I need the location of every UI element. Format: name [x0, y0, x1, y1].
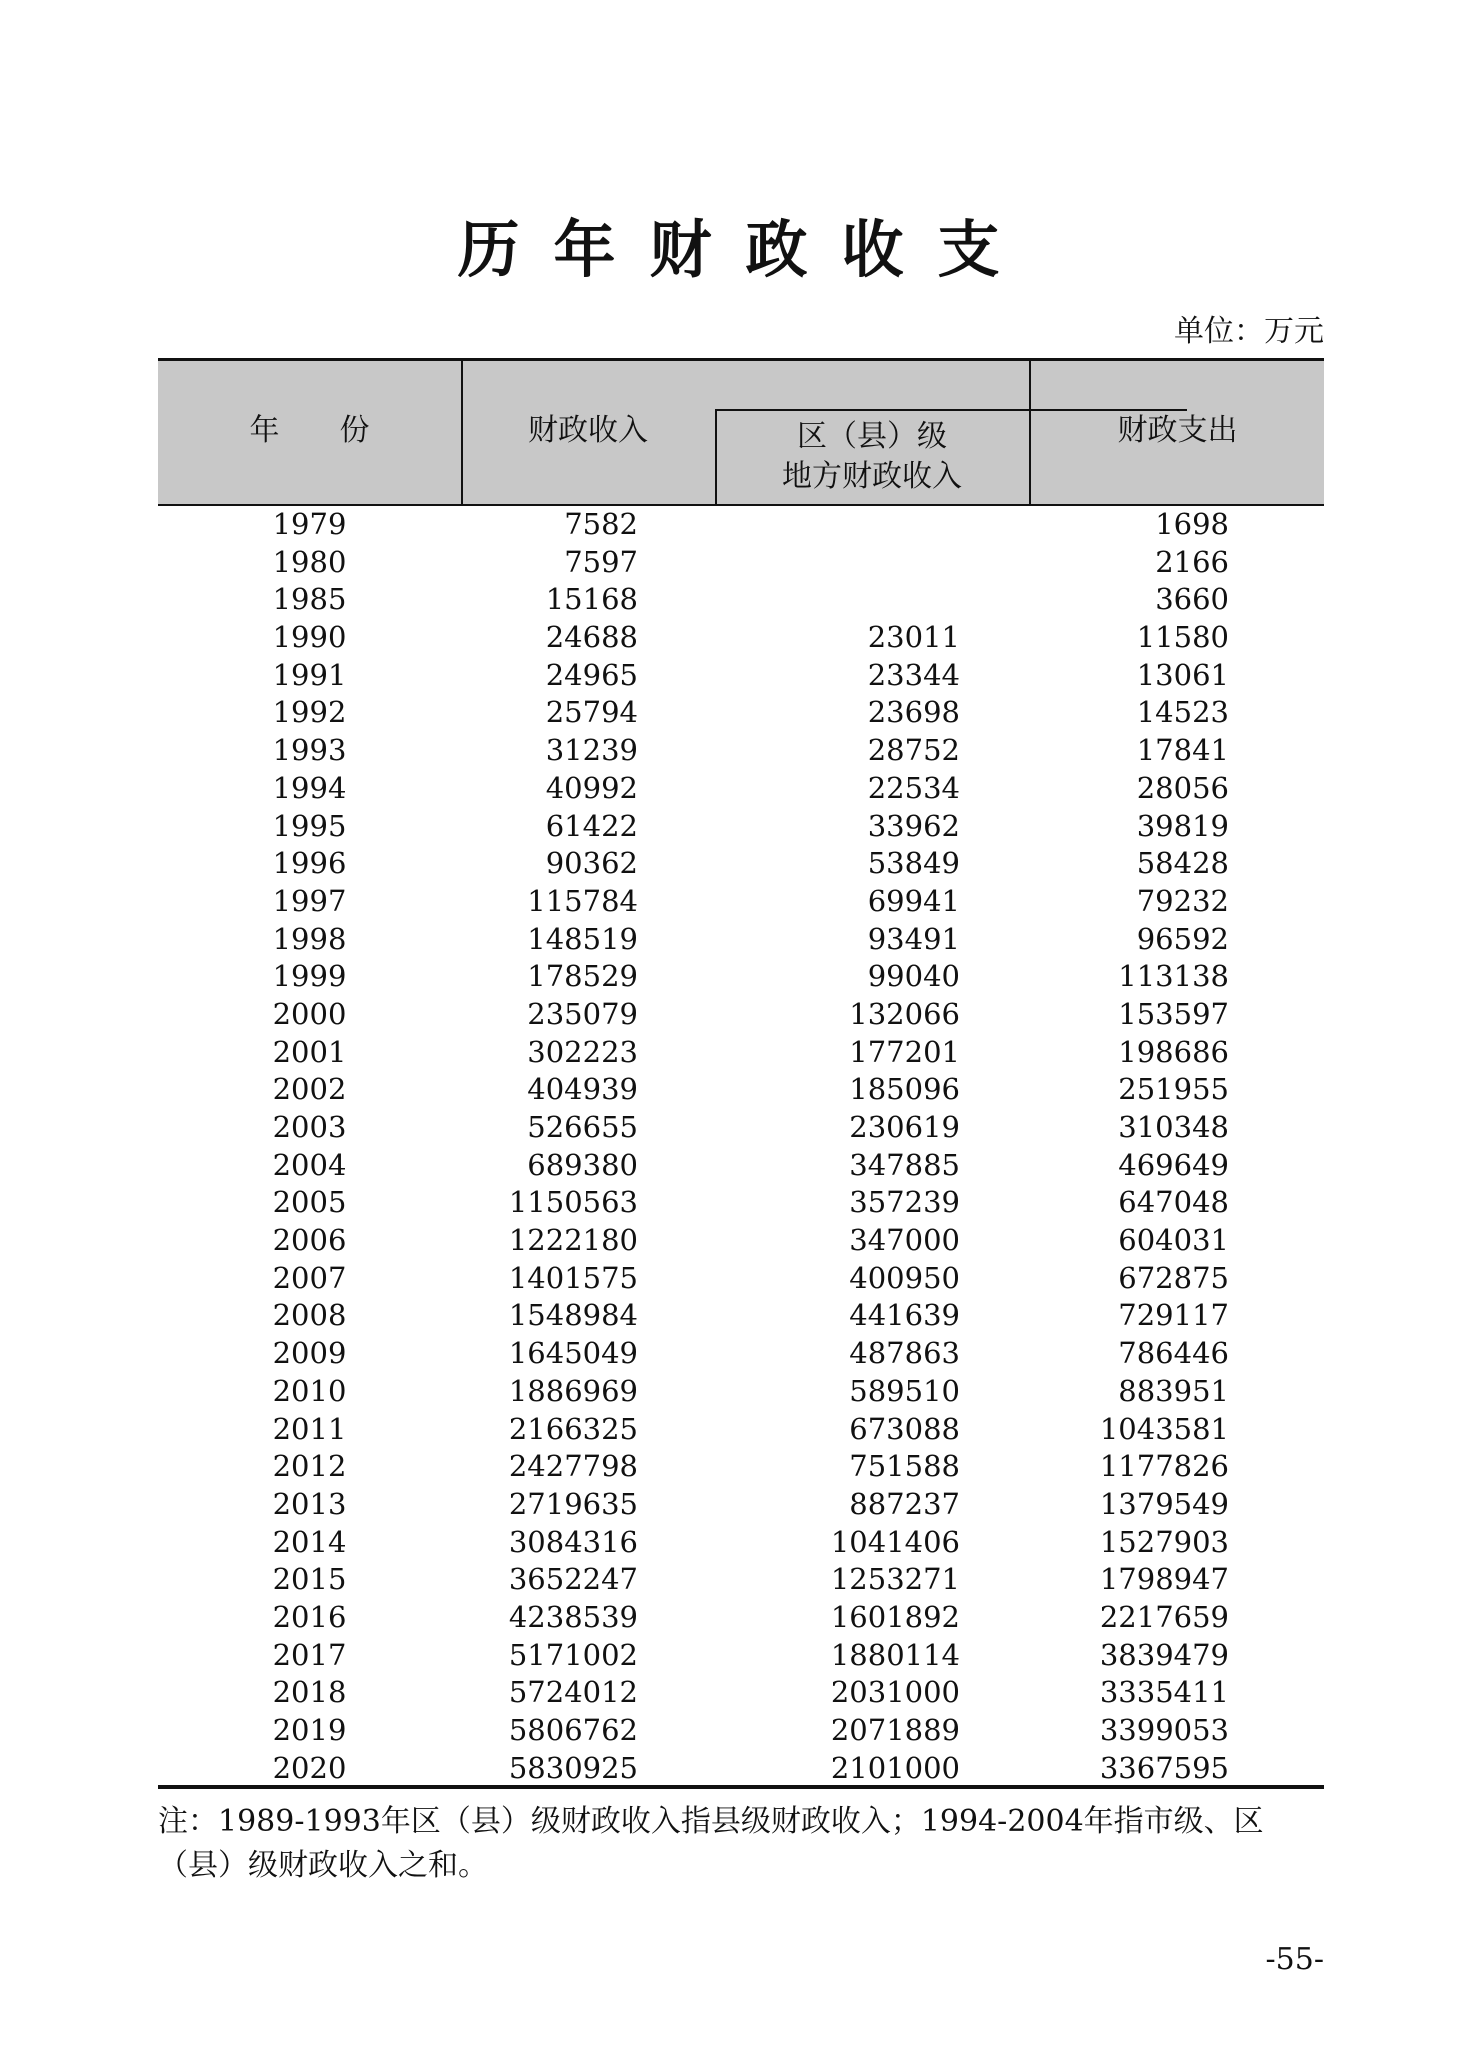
cell-expenditure: 883951 — [1118, 1373, 1229, 1408]
cell-year: 1992 — [272, 695, 347, 730]
cell-revenue: 302223 — [527, 1034, 638, 1069]
footnote: 注：1989-1993年区（县）级财政收入指县级财政收入；1994-2004年指市级、区（县）级财政收入之和。 — [158, 1804, 1264, 1883]
table-row — [158, 581, 1324, 619]
cell-revenue: 5830925 — [508, 1750, 638, 1785]
cell-expenditure: 39819 — [1136, 808, 1229, 843]
table-row — [158, 996, 1324, 1034]
cell-local-revenue: 177201 — [849, 1034, 960, 1069]
cell-year: 2015 — [272, 1562, 347, 1597]
cell-local-revenue: 347000 — [849, 1223, 960, 1258]
cell-local-revenue: 487863 — [849, 1336, 960, 1371]
cell-revenue: 1401575 — [508, 1260, 638, 1295]
cell-expenditure: 1177826 — [1099, 1449, 1229, 1484]
cell-year: 1993 — [272, 733, 347, 768]
cell-expenditure: 3399053 — [1099, 1713, 1229, 1747]
cell-year: 2008 — [272, 1298, 347, 1333]
cell-expenditure: 28056 — [1136, 770, 1229, 805]
cell-year: 1997 — [272, 883, 347, 918]
cell-revenue: 5171002 — [508, 1637, 638, 1672]
table-row — [158, 845, 1324, 883]
cell-local-revenue: 53849 — [867, 846, 960, 881]
table-row — [158, 1411, 1324, 1449]
table-row — [158, 1448, 1324, 1486]
header-revenue: 财政收入 — [528, 413, 648, 448]
table-row — [158, 1034, 1324, 1072]
cell-year: 2011 — [272, 1411, 347, 1446]
cell-revenue: 115784 — [527, 883, 638, 918]
cell-revenue: 5724012 — [508, 1675, 638, 1710]
cell-local-revenue: 887237 — [849, 1486, 960, 1521]
cell-local-revenue: 23344 — [867, 657, 960, 692]
cell-expenditure: 786446 — [1118, 1336, 1229, 1371]
cell-local-revenue: 33962 — [867, 808, 960, 843]
header-expenditure: 财政支出 — [1117, 413, 1238, 448]
cell-local-revenue: 1880114 — [830, 1637, 960, 1672]
cell-year: 2020 — [272, 1750, 347, 1785]
cell-year: 2007 — [272, 1260, 347, 1295]
header-year: 年 份 — [249, 413, 370, 448]
cell-year: 2005 — [272, 1185, 347, 1220]
table-row — [158, 808, 1324, 846]
cell-expenditure: 3839479 — [1099, 1637, 1229, 1672]
cell-year: 2012 — [272, 1449, 347, 1484]
cell-revenue: 24965 — [545, 657, 638, 692]
cell-year: 2010 — [272, 1373, 347, 1408]
cell-revenue: 1645049 — [508, 1336, 638, 1371]
cell-revenue: 1548984 — [508, 1298, 638, 1333]
table-row — [158, 1561, 1324, 1599]
cell-expenditure: 79232 — [1136, 883, 1229, 918]
cell-revenue: 4238539 — [508, 1599, 638, 1634]
cell-revenue: 404939 — [527, 1072, 638, 1107]
cell-year: 2019 — [272, 1713, 347, 1747]
table-row — [158, 1147, 1324, 1185]
cell-local-revenue: 751588 — [849, 1449, 960, 1484]
unit-label: 单位：万元 — [1174, 314, 1324, 349]
cell-revenue: 235079 — [527, 996, 638, 1031]
cell-local-revenue: 99040 — [867, 959, 960, 994]
table-row — [158, 1071, 1324, 1109]
cell-revenue: 90362 — [545, 846, 638, 881]
table-row — [158, 1297, 1324, 1335]
table-row — [158, 1373, 1324, 1411]
cell-year: 2009 — [272, 1336, 347, 1371]
cell-year: 1979 — [272, 507, 347, 541]
table-row — [158, 921, 1324, 959]
table-row — [158, 883, 1324, 921]
cell-local-revenue: 22534 — [867, 770, 960, 805]
cell-revenue: 1886969 — [508, 1373, 638, 1408]
cell-expenditure: 647048 — [1118, 1185, 1229, 1220]
cell-local-revenue: 2101000 — [830, 1750, 960, 1785]
cell-revenue: 3084316 — [508, 1524, 638, 1559]
cell-expenditure: 729117 — [1118, 1298, 1229, 1333]
cell-revenue: 3652247 — [508, 1562, 638, 1597]
cell-year: 2006 — [272, 1223, 347, 1258]
cell-expenditure: 604031 — [1118, 1223, 1229, 1258]
table-row — [158, 1674, 1324, 1712]
cell-revenue: 1222180 — [508, 1223, 638, 1258]
cell-local-revenue: 441639 — [849, 1298, 960, 1333]
cell-local-revenue: 230619 — [849, 1110, 960, 1144]
cell-year: 1991 — [272, 657, 347, 692]
cell-local-revenue: 93491 — [867, 921, 960, 956]
cell-expenditure: 672875 — [1118, 1260, 1229, 1295]
cell-revenue: 178529 — [527, 959, 638, 994]
table-row — [158, 1260, 1324, 1298]
cell-year: 2013 — [272, 1486, 347, 1521]
cell-local-revenue: 2031000 — [830, 1675, 960, 1710]
cell-local-revenue: 23698 — [867, 695, 960, 730]
cell-expenditure: 1043581 — [1099, 1411, 1229, 1446]
table-row — [158, 1109, 1324, 1147]
cell-expenditure: 310348 — [1118, 1110, 1229, 1144]
cell-revenue: 689380 — [527, 1147, 638, 1182]
cell-expenditure: 17841 — [1136, 733, 1229, 768]
table-row — [158, 694, 1324, 732]
cell-revenue: 5806762 — [508, 1713, 638, 1747]
cell-year: 1999 — [272, 959, 347, 994]
cell-expenditure: 58428 — [1136, 846, 1229, 881]
cell-revenue: 1150563 — [508, 1185, 638, 1220]
cell-expenditure: 3367595 — [1099, 1750, 1229, 1785]
cell-local-revenue: 673088 — [849, 1411, 960, 1446]
cell-year: 1985 — [272, 582, 347, 617]
table-row — [158, 657, 1324, 695]
cell-expenditure: 251955 — [1118, 1072, 1229, 1107]
table-row — [158, 770, 1324, 808]
cell-local-revenue: 185096 — [849, 1072, 960, 1107]
table-row — [158, 544, 1324, 582]
cell-revenue: 25794 — [545, 695, 638, 730]
cell-year: 2001 — [272, 1034, 347, 1069]
cell-year: 2017 — [272, 1637, 347, 1672]
cell-revenue: 148519 — [527, 921, 638, 956]
cell-year: 2002 — [272, 1072, 347, 1107]
cell-expenditure: 1798947 — [1099, 1562, 1229, 1597]
table-row — [158, 1524, 1324, 1562]
cell-year: 1998 — [272, 921, 347, 956]
cell-expenditure: 1527903 — [1099, 1524, 1229, 1559]
cell-revenue: 7582 — [564, 507, 638, 541]
cell-revenue: 2719635 — [508, 1486, 638, 1521]
cell-year: 1994 — [272, 770, 347, 805]
cell-year: 2014 — [272, 1524, 347, 1559]
cell-local-revenue: 347885 — [849, 1147, 960, 1182]
cell-year: 1995 — [272, 808, 347, 843]
page-title: 历年财政收支 — [457, 213, 1034, 286]
cell-local-revenue: 132066 — [849, 996, 960, 1031]
table-body — [158, 506, 1324, 1787]
table-row — [158, 1599, 1324, 1637]
cell-revenue: 40992 — [545, 770, 638, 805]
cell-local-revenue: 69941 — [867, 883, 960, 918]
cell-year: 1996 — [272, 846, 347, 881]
table-row — [158, 1335, 1324, 1373]
cell-year: 2000 — [272, 996, 347, 1031]
cell-revenue: 31239 — [545, 733, 638, 768]
table-row — [158, 1184, 1324, 1222]
table-row — [158, 1750, 1324, 1788]
table-row — [158, 619, 1324, 657]
cell-local-revenue: 400950 — [849, 1260, 960, 1295]
cell-year: 1980 — [272, 544, 347, 579]
cell-expenditure: 113138 — [1118, 959, 1229, 994]
cell-year: 2004 — [272, 1147, 347, 1182]
cell-expenditure: 3660 — [1155, 582, 1229, 617]
cell-revenue: 7597 — [564, 544, 638, 579]
cell-revenue: 2166325 — [508, 1411, 638, 1446]
cell-expenditure: 153597 — [1118, 996, 1229, 1031]
cell-local-revenue: 1041406 — [830, 1524, 960, 1559]
table-row — [158, 1222, 1324, 1260]
cell-local-revenue: 1601892 — [830, 1599, 960, 1634]
cell-expenditure: 3335411 — [1099, 1675, 1229, 1710]
cell-revenue: 24688 — [545, 620, 638, 655]
cell-year: 2016 — [272, 1599, 347, 1634]
cell-expenditure: 2166 — [1155, 544, 1229, 579]
table-row — [158, 1712, 1324, 1750]
cell-expenditure: 469649 — [1118, 1147, 1229, 1182]
cell-revenue: 526655 — [527, 1110, 638, 1144]
cell-year: 2018 — [272, 1675, 347, 1710]
cell-revenue: 15168 — [545, 582, 638, 617]
header-local-line2: 地方财政收入 — [782, 459, 962, 494]
cell-expenditure: 11580 — [1136, 620, 1229, 655]
cell-local-revenue: 589510 — [849, 1373, 960, 1408]
cell-local-revenue: 357239 — [849, 1185, 960, 1220]
cell-year: 1990 — [272, 620, 347, 655]
cell-local-revenue: 28752 — [867, 733, 960, 768]
table-row — [158, 1637, 1324, 1675]
cell-revenue: 61422 — [545, 808, 638, 843]
cell-revenue: 2427798 — [508, 1449, 638, 1484]
table-header — [158, 361, 1324, 506]
page-number: -55- — [1265, 1942, 1324, 1977]
cell-expenditure: 14523 — [1136, 695, 1229, 730]
cell-year: 2003 — [272, 1110, 347, 1144]
cell-expenditure: 2217659 — [1099, 1599, 1229, 1634]
cell-expenditure: 13061 — [1136, 657, 1229, 692]
table-bottom-rule — [158, 1785, 1324, 1789]
cell-local-revenue: 2071889 — [830, 1713, 960, 1747]
cell-expenditure: 198686 — [1118, 1034, 1229, 1069]
table-row — [158, 732, 1324, 770]
cell-expenditure: 1698 — [1155, 507, 1229, 541]
header-local-line1: 区（县）级 — [797, 419, 947, 454]
cell-expenditure: 1379549 — [1099, 1486, 1229, 1521]
table-row — [158, 958, 1324, 996]
table-row — [158, 1486, 1324, 1524]
cell-expenditure: 96592 — [1136, 921, 1229, 956]
table-row — [158, 506, 1324, 544]
cell-local-revenue: 23011 — [867, 620, 960, 655]
cell-local-revenue: 1253271 — [830, 1562, 960, 1597]
